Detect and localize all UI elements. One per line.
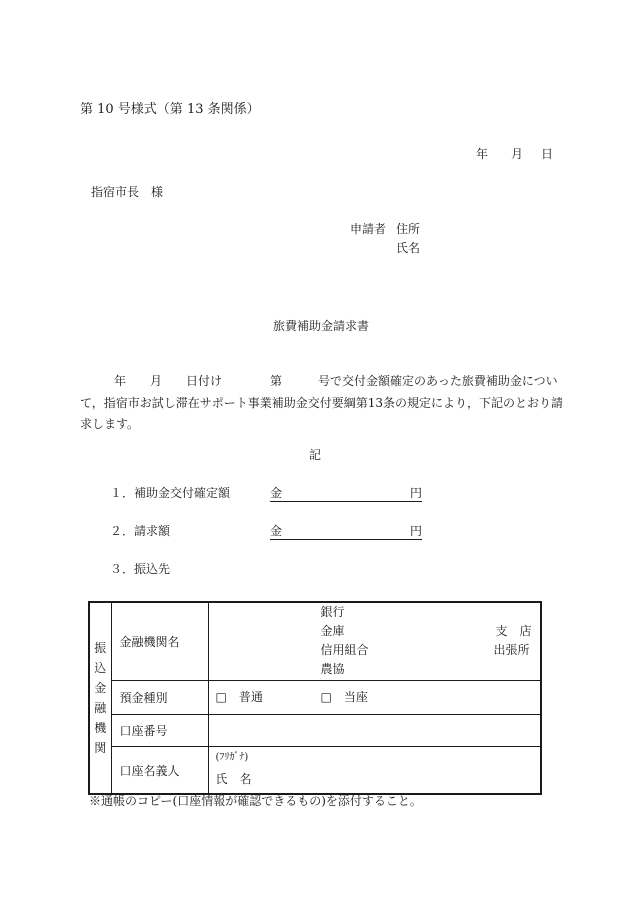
date-year: 年 — [476, 147, 489, 161]
item2-amount-field — [270, 525, 422, 540]
body-paragraph — [80, 371, 564, 436]
side-char-1: 振 — [94, 641, 107, 655]
item1-label: １．補助金交付確定額 — [110, 486, 231, 500]
branch-type-2: 出張所 — [493, 643, 530, 657]
footnote: ※通帳のコピー(口座情報が確認できるもの)を添付すること。 — [89, 794, 422, 808]
row2-label: 預金種別 — [111, 681, 208, 715]
account-holder-cell[interactable] — [208, 747, 541, 795]
side-label — [89, 602, 111, 794]
account-number-cell[interactable] — [208, 715, 541, 747]
side-char-2: 込 — [94, 661, 107, 675]
body-line-2: て，指宿市お試し滞在サポート事業補助金交付要綱第13条の規定により，下記のとおり請 — [80, 395, 564, 410]
item3-label: ３．振込先 — [110, 562, 171, 576]
row4-label: 口座名義人 — [111, 747, 208, 795]
item2-amount-prefix: 金 — [270, 524, 283, 538]
address-label: 住所 — [396, 222, 421, 236]
item1-amount-prefix: 金 — [270, 486, 283, 500]
body-line-3: 求します。 — [80, 417, 140, 431]
date-month: 月 — [511, 147, 524, 161]
bank-name-cell[interactable] — [208, 602, 541, 681]
form-number: 第 10 号様式（第 13 条関係） — [80, 102, 260, 117]
branch-type-1: 支 店 — [495, 624, 532, 638]
deposit-type-cell — [208, 681, 541, 715]
table-row-deposit-type — [89, 681, 541, 715]
item1-amount-suffix: 円 — [409, 486, 422, 500]
row3-label: 口座番号 — [111, 715, 208, 747]
row1-label: 金融機関名 — [111, 602, 208, 681]
bank-type-3: 信用組合 — [320, 643, 369, 657]
table-row-account-holder — [89, 747, 541, 795]
name-label: 氏名 — [396, 241, 421, 255]
side-char-6: 関 — [94, 741, 107, 755]
holder-name-label: 氏 名 — [215, 772, 252, 786]
table-row-account-number — [89, 715, 541, 747]
addressee: 指宿市長 様 — [91, 185, 164, 199]
bank-transfer-table — [88, 601, 542, 795]
document-title: 旅費補助金請求書 — [273, 319, 370, 333]
side-char-4: 融 — [94, 701, 107, 715]
bank-type-4: 農協 — [320, 662, 345, 676]
bank-type-1: 銀行 — [320, 605, 345, 619]
table-row-bank-name — [89, 602, 541, 681]
deposit-option-current[interactable]: □ 当座 — [320, 690, 368, 704]
item2-amount-suffix: 円 — [409, 524, 422, 538]
side-char-3: 金 — [94, 681, 107, 695]
body-line-1: 年 月 日付け 第 号で交付金額確定のあった旅費補助金につい — [114, 374, 558, 388]
deposit-option-ordinary[interactable]: □ 普通 — [215, 690, 263, 704]
ki-heading: 記 — [309, 448, 322, 462]
side-char-5: 機 — [94, 721, 107, 735]
item1-amount-field — [270, 487, 422, 502]
date-day: 日 — [541, 147, 554, 161]
bank-type-2: 金庫 — [320, 624, 345, 638]
furigana-label: (ﾌﾘｶﾞﾅ) — [215, 752, 249, 763]
applicant-label: 申請者 — [350, 222, 387, 236]
item2-label: ２．請求額 — [110, 524, 171, 538]
